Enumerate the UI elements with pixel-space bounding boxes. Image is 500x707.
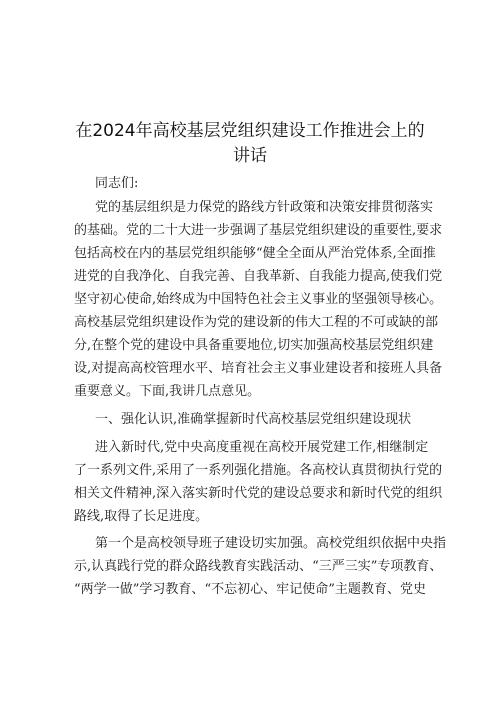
paragraph-2-line-4: 路线,取得了长足进度。 [74, 509, 209, 524]
salutation: 同志们: [95, 176, 139, 191]
section-heading-1: 一、强化认识,准确掌握新时代高校基层党组织建设现状 [95, 412, 412, 427]
paragraph-3-line-3: “两学一做”学习教育、“不忘初心、牢记使命”主题教育、党史 [74, 582, 426, 597]
paragraph-2-line-3: 相关文件精神,深入落实新时代党的建设总要求和新时代党的组织 [74, 486, 443, 501]
paragraph-3-line-2: 示,认真践行党的群众路线教育实践活动、“三严三实”专项教育、 [74, 559, 443, 574]
document-title-line-2: 讲话 [233, 146, 267, 166]
paragraph-2-line-1: 进入新时代,党中央高度重视在高校开展党建工作,相继制定 [95, 440, 429, 455]
paragraph-2-line-2: 了一系列文件,采用了一系列强化措施。各高校认真贯彻执行党的 [74, 463, 443, 478]
paragraph-1-line-8: 设,对提高高校管理水平、培育社会主义事业建设者和接班人具备 [74, 361, 443, 376]
paragraph-3-line-1: 第一个是高校领导班子建设切实加强。高校党组织依据中央指 [95, 536, 447, 551]
paragraph-1-line-6: 高校基层党组织建设作为党的建设新的伟大工程的不可或缺的部 [74, 315, 439, 330]
paragraph-1-line-7: 分,在整个党的建设中具备重要地位,切实加强高校基层党组织建 [74, 338, 434, 353]
paragraph-1-line-4: 进党的自我净化、自我完善、自我革新、自我能力提高,使我们党 [74, 269, 443, 284]
paragraph-1-line-9: 重要意义。下面,我讲几点意见。 [74, 384, 261, 399]
document-title-line-1: 在2024年高校基层党组织建设工作推进会上的 [75, 121, 425, 141]
paragraph-1-line-5: 坚守初心使命,始终成为中国特色社会主义事业的坚强领导核心。 [74, 292, 443, 307]
paragraph-1-line-2: 的基础。党的二十大进一步强调了基层党组织建设的重要性,要求 [74, 223, 443, 238]
paragraph-1-line-3: 包括高校在内的基层党组织能够“健全全面从严治党体系,全面推 [74, 246, 436, 261]
paragraph-1-line-1: 党的基层组织是力保党的路线方针政策和决策安排贯彻落实 [95, 200, 434, 215]
